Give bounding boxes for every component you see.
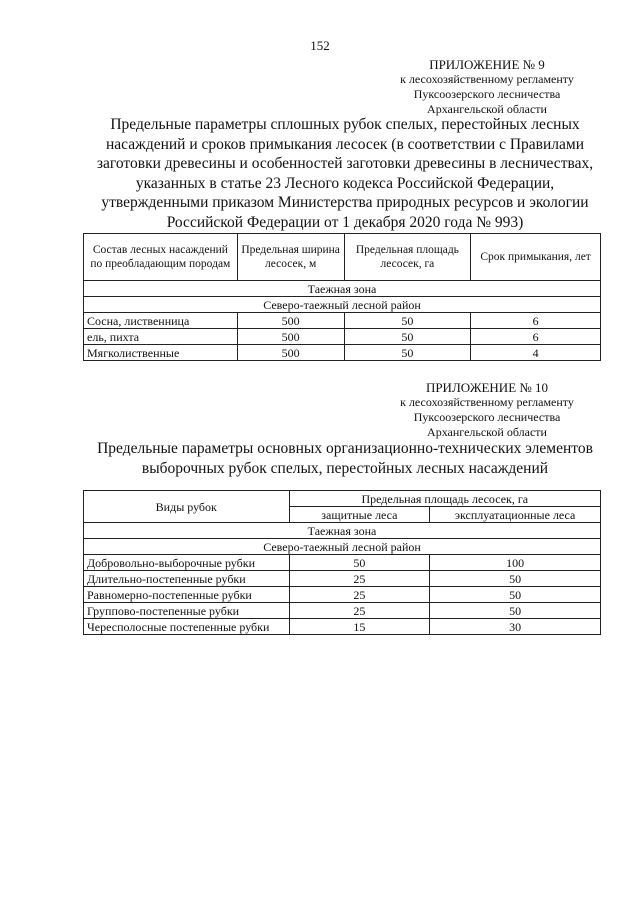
area-cell: 50: [344, 329, 471, 345]
width-cell: 500: [237, 345, 344, 361]
appendix-9-heading: Предельные параметры сплошных рубок спелых, перестойных лесных насаждений и сроков примыкания лесосек (в соответствии с Правилами заготовки древесины и особенностей заготовки древесины в лесничествах, указанных в статье 23 Лесного кодекса Российской Федерации, утвержденными приказом Министерства природных ресурсов и экологии Российской Федерации от 1 декабря 2020 года № 993): [96, 116, 594, 231]
group-header: Предельная площадь лесосек, га: [289, 491, 600, 507]
region-row: [84, 539, 601, 555]
protective-area-cell: 15: [289, 619, 430, 635]
appendix-10-heading: Предельные параметры основных организационно-технических элементов выборочных рубок спелых, перестойных лесных насаждений: [97, 440, 593, 477]
area-cell: 50: [344, 345, 471, 361]
species-cell: Сосна, лиственница: [84, 313, 238, 329]
table-row: [84, 555, 601, 571]
width-cell: 500: [237, 313, 344, 329]
column-header: защитные леса: [289, 507, 430, 523]
selective-cutting-parameters-table: [83, 490, 601, 635]
column-header: Предельная ширина лесосек, м: [237, 234, 344, 281]
species-cell: ель, пихта: [84, 329, 238, 345]
table-row: [84, 571, 601, 587]
protective-area-cell: 50: [289, 555, 430, 571]
appendix-subtitle-line: к лесохозяйственному регламенту: [400, 395, 574, 409]
zone-label: Таежная зона: [84, 281, 601, 297]
appendix-title: ПРИЛОЖЕНИЕ № 9: [429, 57, 545, 72]
region-label: Северо-таежный лесной район: [84, 539, 601, 555]
table-header-row: [84, 234, 601, 281]
appendix-title: ПРИЛОЖЕНИЕ № 10: [425, 380, 549, 395]
adjacency-cell: 4: [471, 345, 601, 361]
cutting-type-cell: Чересполосные постепенные рубки: [84, 619, 290, 635]
column-header: Срок примыкания, лет: [471, 234, 601, 281]
exploitation-area-cell: 50: [430, 571, 601, 587]
protective-area-cell: 25: [289, 571, 430, 587]
cutting-type-cell: Равномерно-постепенные рубки: [84, 587, 290, 603]
exploitation-area-cell: 50: [430, 587, 601, 603]
region-row: [84, 297, 601, 313]
page-number: 152: [310, 38, 330, 53]
zone-row: [84, 281, 601, 297]
zone-label: Таежная зона: [84, 523, 601, 539]
area-cell: 50: [344, 313, 471, 329]
table-row: [84, 619, 601, 635]
appendix-subtitle-line: Пуксоозерского лесничества: [413, 410, 561, 424]
protective-area-cell: 25: [289, 587, 430, 603]
appendix-10-header: [384, 380, 590, 440]
cutting-type-cell: Добровольно-выборочные рубки: [84, 555, 290, 571]
column-header: Предельная площадь лесосек, га: [344, 234, 471, 281]
protective-area-cell: 25: [289, 603, 430, 619]
zone-row: [84, 523, 601, 539]
appendix-subtitle-line: Архангельской области: [427, 425, 547, 439]
table-header-row: [84, 491, 601, 507]
appendix-subtitle-line: Архангельской области: [427, 102, 547, 116]
table-row: [84, 313, 601, 329]
clear-cutting-parameters-table: [83, 233, 601, 361]
column-header: Виды рубок: [84, 491, 290, 523]
cutting-type-cell: Длительно-постепенные рубки: [84, 571, 290, 587]
table-row: [84, 345, 601, 361]
region-label: Северо-таежный лесной район: [84, 297, 601, 313]
column-header: Состав лесных насаждений по преобладающим породам: [84, 234, 238, 281]
adjacency-cell: 6: [471, 313, 601, 329]
exploitation-area-cell: 30: [430, 619, 601, 635]
table-row: [84, 587, 601, 603]
adjacency-cell: 6: [471, 329, 601, 345]
width-cell: 500: [237, 329, 344, 345]
column-header: эксплуатационные леса: [430, 507, 601, 523]
table-row: [84, 329, 601, 345]
appendix-subtitle-line: Пуксоозерского лесничества: [413, 87, 561, 101]
exploitation-area-cell: 50: [430, 603, 601, 619]
appendix-9-header: [384, 57, 590, 117]
species-cell: Мягколиственные: [84, 345, 238, 361]
exploitation-area-cell: 100: [430, 555, 601, 571]
appendix-subtitle-line: к лесохозяйственному регламенту: [400, 72, 574, 86]
cutting-type-cell: Группово-постепенные рубки: [84, 603, 290, 619]
table-row: [84, 603, 601, 619]
